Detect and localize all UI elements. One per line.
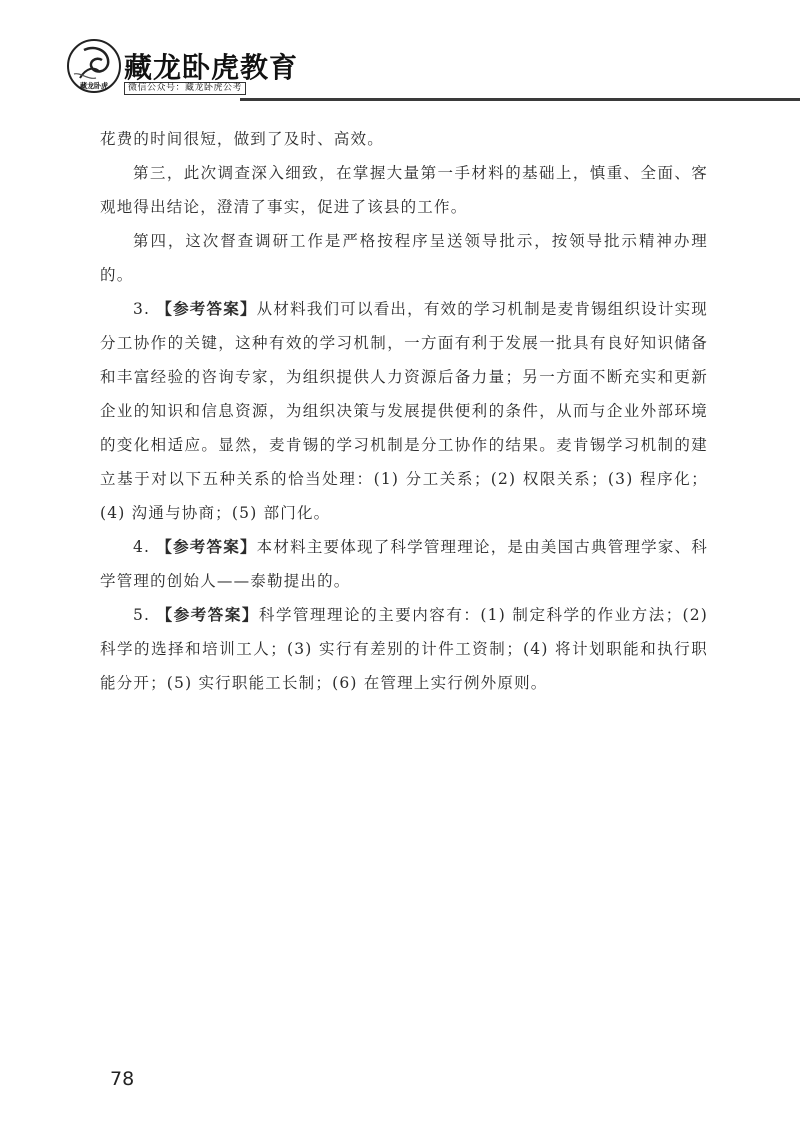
paragraph: 花费的时间很短，做到了及时、高效。 (100, 130, 384, 148)
header-divider (240, 98, 800, 101)
answer-label: 【参考答案】 (156, 606, 259, 624)
answer-text: 从材料我们可以看出，有效的学习机制是麦肯锡组织设计实现分工协作的关键，这种有效的学习机制，一方面有利于发展一批具有良好知识储备和丰富经验的咨询专家，为组织提供人力资源后备力量；另一方面不断充实和更新企业的知识和信息资源，为组织决策与发展提供便利的条件，从而与企业外部环境的变化相适应。显然，麦肯锡的学习机制是分工协作的结果。麦肯锡学习机制的建立基于对以下五种关系的恰当处理：(1) 分工关系；(2) 权限关系；(3) 程序化；(4) 沟通与协商；(5) 部门化。 (100, 300, 709, 522)
answer-paragraph-5 (100, 598, 708, 700)
answer-number: 4. (133, 538, 151, 556)
page-number: 78 (110, 1068, 135, 1090)
answer-number: 3. (133, 300, 151, 318)
answer-text: 科学管理理论的主要内容有：(1) 制定科学的作业方法；(2) 科学的选择和培训工人；(3) 实行有差别的计件工资制；(4) 将计划职能和执行职能分开；(5) 实行职能工长制；(6) 在管理上实行例外原则。 (100, 606, 708, 692)
page-header (0, 0, 800, 104)
document-body (100, 122, 708, 700)
answer-paragraph-4 (100, 530, 708, 598)
paragraph: 第四，这次督查调研工作是严格按程序呈送领导批示，按领导批示精神办理的。 (100, 232, 708, 284)
paragraph: 第三，此次调查深入细致，在掌握大量第一手材料的基础上，慎重、全面、客观地得出结论，澄清了事实，促进了该县的工作。 (100, 164, 708, 216)
answer-label: 【参考答案】 (156, 300, 257, 318)
brand-subtitle: 微信公众号：藏龙卧虎公考 (124, 82, 246, 95)
answer-label: 【参考答案】 (156, 538, 257, 556)
svg-text:藏龙卧虎: 藏龙卧虎 (80, 82, 108, 90)
brand-logo-icon (66, 38, 122, 94)
answer-text: 本材料主要体现了科学管理理论，是由美国古典管理学家、科学管理的创始人——泰勒提出的。 (100, 538, 709, 590)
answer-paragraph-3 (100, 292, 708, 530)
answer-number: 5. (133, 606, 151, 624)
brand-title: 藏龙卧虎教育 (124, 51, 299, 84)
